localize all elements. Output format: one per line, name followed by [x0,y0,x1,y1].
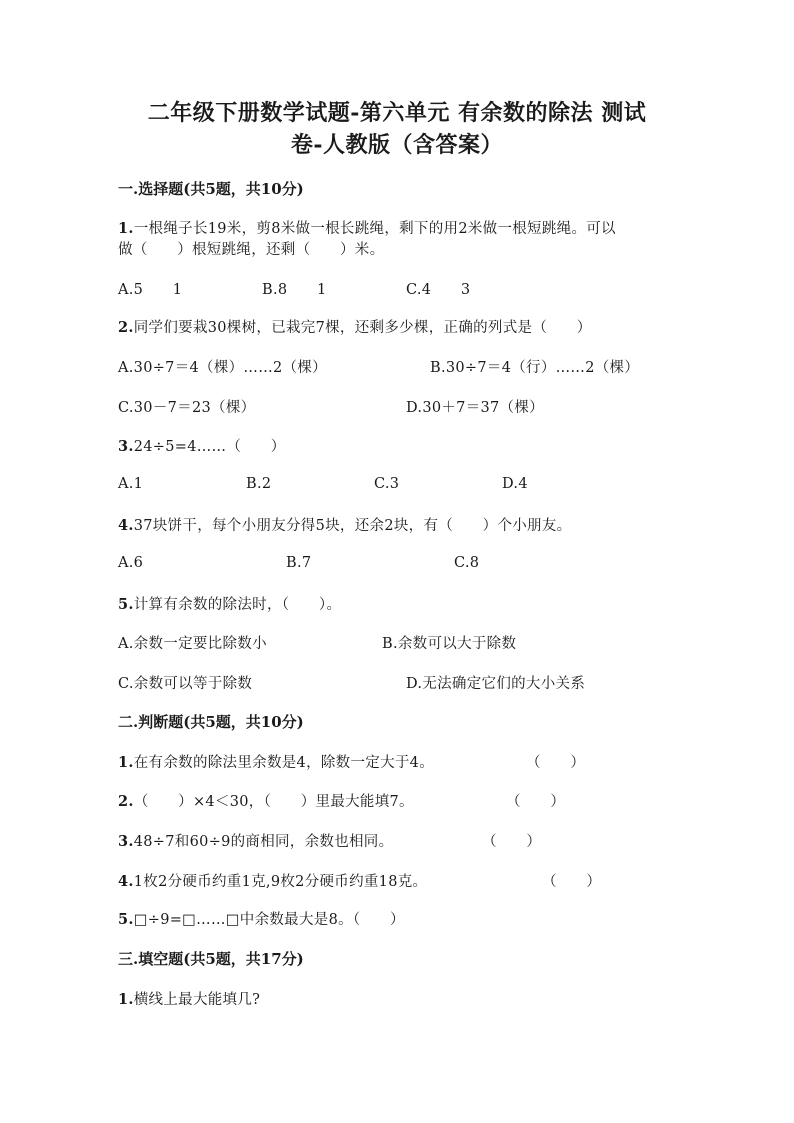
question-number: 3. [118,833,134,850]
section-heading-choice: 一.选择题(共5题，共10分) [118,180,304,198]
choice-question-1-line2: 做（ ）根短跳绳，还剩（ ）米。 [118,242,385,258]
choice-q2-option-b: B.30÷7＝4（行）……2（棵） [430,360,640,376]
question-number: 1. [118,991,134,1008]
choice-q5-option-b: B.余数可以大于除数 [382,636,517,652]
choice-q3-option-a: A.1 [118,476,144,492]
question-text: 一根绳子长19米，剪8米做一根长跳绳，剩下的用2米做一根短跳绳。可以 [133,221,616,237]
question-number: 2. [118,793,134,810]
choice-q4-option-c: C.8 [454,555,480,571]
choice-q5-option-d: D.无法确定它们的大小关系 [406,676,586,692]
judge-question-2 [118,790,414,811]
judge-q4-answer-paren: （ ） [542,874,602,890]
question-number: 4. [118,873,134,890]
question-text: 在有余数的除法里余数是4，除数一定大于4。 [133,755,434,771]
choice-q2-option-c: C.30－7＝23（棵） [118,400,256,416]
choice-question-2 [118,316,592,337]
choice-q3-option-d: D.4 [502,476,528,492]
judge-q1-answer-paren: （ ） [526,755,586,771]
choice-question-3 [118,435,286,456]
question-text: （ ）×4＜30，（ ）里最大能填7。 [133,794,414,810]
question-number: 1. [118,754,134,771]
page-title-line1: 二年级下册数学试题-第六单元 有余数的除法 测试 [147,100,647,126]
choice-q2-option-a: A.30÷7＝4（棵）……2（棵） [118,360,327,376]
judge-question-1 [118,751,434,772]
choice-q3-option-b: B.2 [246,476,272,492]
choice-q5-option-c: C.余数可以等于除数 [118,676,253,692]
choice-question-4 [118,514,571,535]
question-number: 2. [118,319,134,336]
judge-q3-answer-paren: （ ） [482,834,542,850]
choice-q4-option-b: B.7 [286,555,312,571]
judge-q2-answer-paren: （ ） [506,794,566,810]
question-text: 1枚2分硬币约重1克,9枚2分硬币约重18克。 [133,874,428,890]
choice-q1-option-b: B.8 1 [262,282,327,298]
question-text: 横线上最大能填几? [133,992,261,1008]
question-text: 48÷7和60÷9的商相同，余数也相同。 [133,834,394,850]
page-title-line2: 卷-人教版（含答案） [290,132,504,158]
judge-question-4 [118,870,427,891]
choice-q5-option-a: A.余数一定要比除数小 [118,636,267,652]
question-text: □÷9=□……□中余数最大是8。（ ） [133,912,405,928]
section-heading-fill: 三.填空题(共5题，共17分) [118,950,304,968]
section-heading-judge: 二.判断题(共5题，共10分) [118,713,304,731]
choice-question-1 [118,217,616,238]
question-text: 37块饼干，每个小朋友分得5块，还余2块，有（ ）个小朋友。 [133,518,572,534]
question-number: 5. [118,911,134,928]
question-text: 24÷5=4……（ ） [133,439,286,455]
choice-q4-option-a: A.6 [118,555,144,571]
question-number: 3. [118,438,134,455]
fill-question-1 [118,988,260,1009]
choice-question-5 [118,593,341,614]
question-number: 5. [118,596,134,613]
choice-q3-option-c: C.3 [374,476,400,492]
choice-q1-option-a: A.5 1 [118,282,183,298]
choice-q2-option-d: D.30＋7＝37（棵） [406,400,544,416]
question-number: 4. [118,517,134,534]
judge-question-5 [118,908,405,929]
choice-q1-option-c: C.4 3 [406,282,471,298]
question-text: 同学们要栽30棵树，已栽完7棵，还剩多少棵，正确的列式是（ ） [133,320,592,336]
judge-question-3 [118,830,393,851]
question-text: 计算有余数的除法时，（ ）。 [133,597,342,613]
question-number: 1. [118,220,134,237]
